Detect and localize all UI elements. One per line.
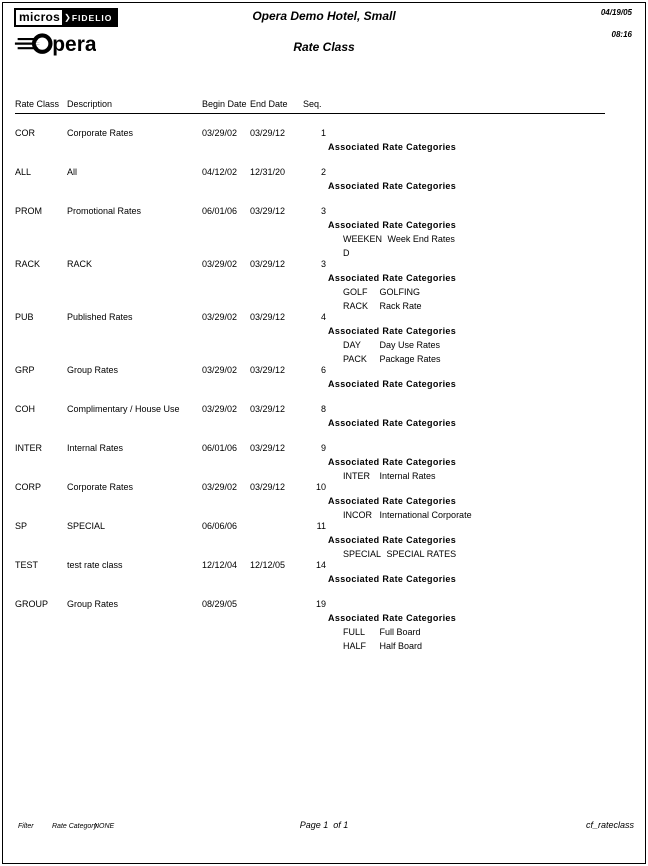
rate-class-description: Corporate Rates xyxy=(67,128,134,138)
rate-category-code: SPECIAL xyxy=(343,549,382,559)
sequence-number: 11 xyxy=(316,521,326,531)
rate-class-record xyxy=(15,598,635,653)
column-header-rate-class: Rate Class xyxy=(15,99,60,109)
rate-class-record xyxy=(15,520,635,561)
rate-class-code: INTER xyxy=(15,443,42,453)
column-header-end-date: End Date xyxy=(250,99,288,109)
rate-class-record xyxy=(15,127,635,154)
rate-category-row xyxy=(15,625,635,639)
rate-category-description: Day Use Rates xyxy=(379,340,441,350)
table-header xyxy=(15,98,605,114)
begin-date: 03/29/02 xyxy=(202,404,238,414)
column-header-description: Description xyxy=(67,99,113,109)
rate-class-code: TEST xyxy=(15,560,39,570)
rate-category-description: Rack Rate xyxy=(379,301,422,311)
rate-category-code: RACK xyxy=(343,301,369,311)
report-time: 08:16 xyxy=(611,30,632,39)
begin-date: 06/01/06 xyxy=(202,206,238,216)
rate-class-row xyxy=(15,520,635,533)
begin-date: 08/29/05 xyxy=(202,599,238,609)
associated-rate-categories-label: Associated Rate Categories xyxy=(328,142,457,152)
associated-rate-categories-label: Associated Rate Categories xyxy=(328,535,457,545)
rate-category-description: Half Board xyxy=(379,641,423,651)
sequence-number: 4 xyxy=(320,312,326,322)
rate-class-description: RACK xyxy=(67,259,93,269)
sequence-number: 1 xyxy=(320,128,326,138)
associated-rate-categories-label: Associated Rate Categories xyxy=(328,613,457,623)
rate-class-description: test rate class xyxy=(67,560,123,570)
begin-date: 03/29/02 xyxy=(202,365,238,375)
rate-category-code: D xyxy=(343,248,350,258)
rate-class-record xyxy=(15,258,635,313)
rate-category-description: Package Rates xyxy=(379,354,441,364)
column-header-begin-date: Begin Date xyxy=(202,99,247,109)
begin-date: 03/29/02 xyxy=(202,312,238,322)
rate-class-row xyxy=(15,364,635,377)
rate-class-row xyxy=(15,403,635,416)
rate-class-row xyxy=(15,442,635,455)
rate-class-row xyxy=(15,258,635,271)
page-footer xyxy=(0,820,648,836)
rate-class-description: Group Rates xyxy=(67,599,119,609)
associated-rate-categories-label: Associated Rate Categories xyxy=(328,326,457,336)
rate-class-row xyxy=(15,205,635,218)
begin-date: 03/29/02 xyxy=(202,128,238,138)
sequence-number: 2 xyxy=(320,167,326,177)
rate-class-description: Corporate Rates xyxy=(67,482,134,492)
rate-category-description: Internal Rates xyxy=(379,471,436,481)
begin-date: 06/01/06 xyxy=(202,443,238,453)
end-date: 03/29/12 xyxy=(250,443,286,453)
end-date: 03/29/12 xyxy=(250,404,286,414)
fidelio-logo-text: FIDELIO xyxy=(71,12,113,23)
rate-category-description: Full Board xyxy=(379,627,421,637)
associated-rate-categories-label: Associated Rate Categories xyxy=(328,574,457,584)
rate-class-row xyxy=(15,559,635,572)
sequence-number: 6 xyxy=(320,365,326,375)
associated-rate-categories-label: Associated Rate Categories xyxy=(328,496,457,506)
rate-category-code: PACK xyxy=(343,354,367,364)
rate-class-description: Complimentary / House Use xyxy=(67,404,180,414)
rate-class-code: GRP xyxy=(15,365,35,375)
begin-date: 06/06/06 xyxy=(202,521,238,531)
sequence-number: 8 xyxy=(320,404,326,414)
filter-value: NONE xyxy=(94,823,115,830)
rate-class-row xyxy=(15,311,635,324)
rate-category-description: SPECIAL RATES xyxy=(386,549,457,559)
rate-class-code: COH xyxy=(15,404,35,414)
rate-class-description: Published Rates xyxy=(67,312,133,322)
rate-category-code: FULL xyxy=(343,627,366,637)
begin-date: 12/12/04 xyxy=(202,560,238,570)
sequence-number: 19 xyxy=(315,599,326,609)
end-date: 03/29/12 xyxy=(250,365,286,375)
begin-date: 03/29/02 xyxy=(202,259,238,269)
rate-category-description: Week End Rates xyxy=(387,234,455,244)
associated-rate-categories-label: Associated Rate Categories xyxy=(328,220,457,230)
associated-rate-categories-label: Associated Rate Categories xyxy=(328,273,457,283)
rate-class-row xyxy=(15,127,635,140)
filter-field-label: Rate Category xyxy=(52,823,98,830)
page-number: Page 1 of 1 xyxy=(299,820,349,830)
begin-date: 03/29/02 xyxy=(202,482,238,492)
end-date: 12/12/05 xyxy=(250,560,286,570)
end-date: 03/29/12 xyxy=(250,206,286,216)
rate-category-description: International Corporate xyxy=(379,510,472,520)
rate-category-row xyxy=(15,232,635,246)
chevron-right-icon: ❯ xyxy=(64,12,71,22)
rate-category-code: INCOR xyxy=(343,510,372,520)
rate-class-record xyxy=(15,442,635,483)
rate-class-code: PUB xyxy=(15,312,34,322)
report-date: 04/19/05 xyxy=(600,8,632,17)
rate-category-row xyxy=(15,639,635,653)
rate-category-row xyxy=(15,338,635,352)
hotel-title: Opera Demo Hotel, Small xyxy=(252,9,396,23)
rate-class-code: PROM xyxy=(15,206,42,216)
rate-class-record xyxy=(15,205,635,260)
rate-class-description: Group Rates xyxy=(67,365,119,375)
rate-class-record xyxy=(15,559,635,586)
rate-class-code: SP xyxy=(15,521,28,531)
rate-class-row xyxy=(15,481,635,494)
associated-rate-categories-label: Associated Rate Categories xyxy=(328,457,457,467)
rate-class-record xyxy=(15,481,635,522)
rate-class-code: CORP xyxy=(15,482,42,492)
rate-category-code: GOLF xyxy=(343,287,368,297)
rate-class-description: Internal Rates xyxy=(67,443,124,453)
rate-class-code: COR xyxy=(15,128,35,138)
rate-class-record xyxy=(15,364,635,391)
end-date: 03/29/12 xyxy=(250,128,286,138)
end-date: 03/29/12 xyxy=(250,312,286,322)
opera-logo-text: pera xyxy=(52,32,96,56)
rate-class-description: All xyxy=(67,167,78,177)
sequence-number: 3 xyxy=(320,206,326,216)
rate-category-code: WEEKEN xyxy=(343,234,383,244)
rate-class-description: SPECIAL xyxy=(67,521,106,531)
sequence-number: 3 xyxy=(320,259,326,269)
rate-class-record xyxy=(15,311,635,366)
report-title: Rate Class xyxy=(293,40,355,54)
micros-logo-text: micros xyxy=(19,10,61,24)
report-id: cf_rateclass xyxy=(585,820,634,830)
associated-rate-categories-label: Associated Rate Categories xyxy=(328,379,457,389)
rate-class-row xyxy=(15,166,635,179)
rate-class-description: Promotional Rates xyxy=(67,206,142,216)
rate-class-record xyxy=(15,166,635,193)
rate-class-code: ALL xyxy=(15,167,32,177)
associated-rate-categories-label: Associated Rate Categories xyxy=(328,181,457,191)
sequence-number: 10 xyxy=(315,482,326,492)
rate-class-code: RACK xyxy=(15,259,41,269)
rate-class-code: GROUP xyxy=(15,599,49,609)
filter-label: Filter xyxy=(18,823,34,830)
rate-category-code: HALF xyxy=(343,641,367,651)
end-date: 12/31/20 xyxy=(250,167,286,177)
rate-category-code: DAY xyxy=(343,340,361,350)
end-date: 03/29/12 xyxy=(250,259,286,269)
sequence-number: 14 xyxy=(315,560,326,570)
column-header-seq: Seq. xyxy=(303,99,322,109)
rate-category-description: GOLFING xyxy=(379,287,421,297)
sequence-number: 9 xyxy=(320,443,326,453)
rate-category-code: INTER xyxy=(343,471,370,481)
end-date: 03/29/12 xyxy=(250,482,286,492)
rate-class-list xyxy=(15,127,635,651)
associated-rate-categories-label: Associated Rate Categories xyxy=(328,418,457,428)
rate-class-row xyxy=(15,598,635,611)
rate-category-row xyxy=(15,285,635,299)
begin-date: 04/12/02 xyxy=(202,167,238,177)
rate-class-record xyxy=(15,403,635,430)
